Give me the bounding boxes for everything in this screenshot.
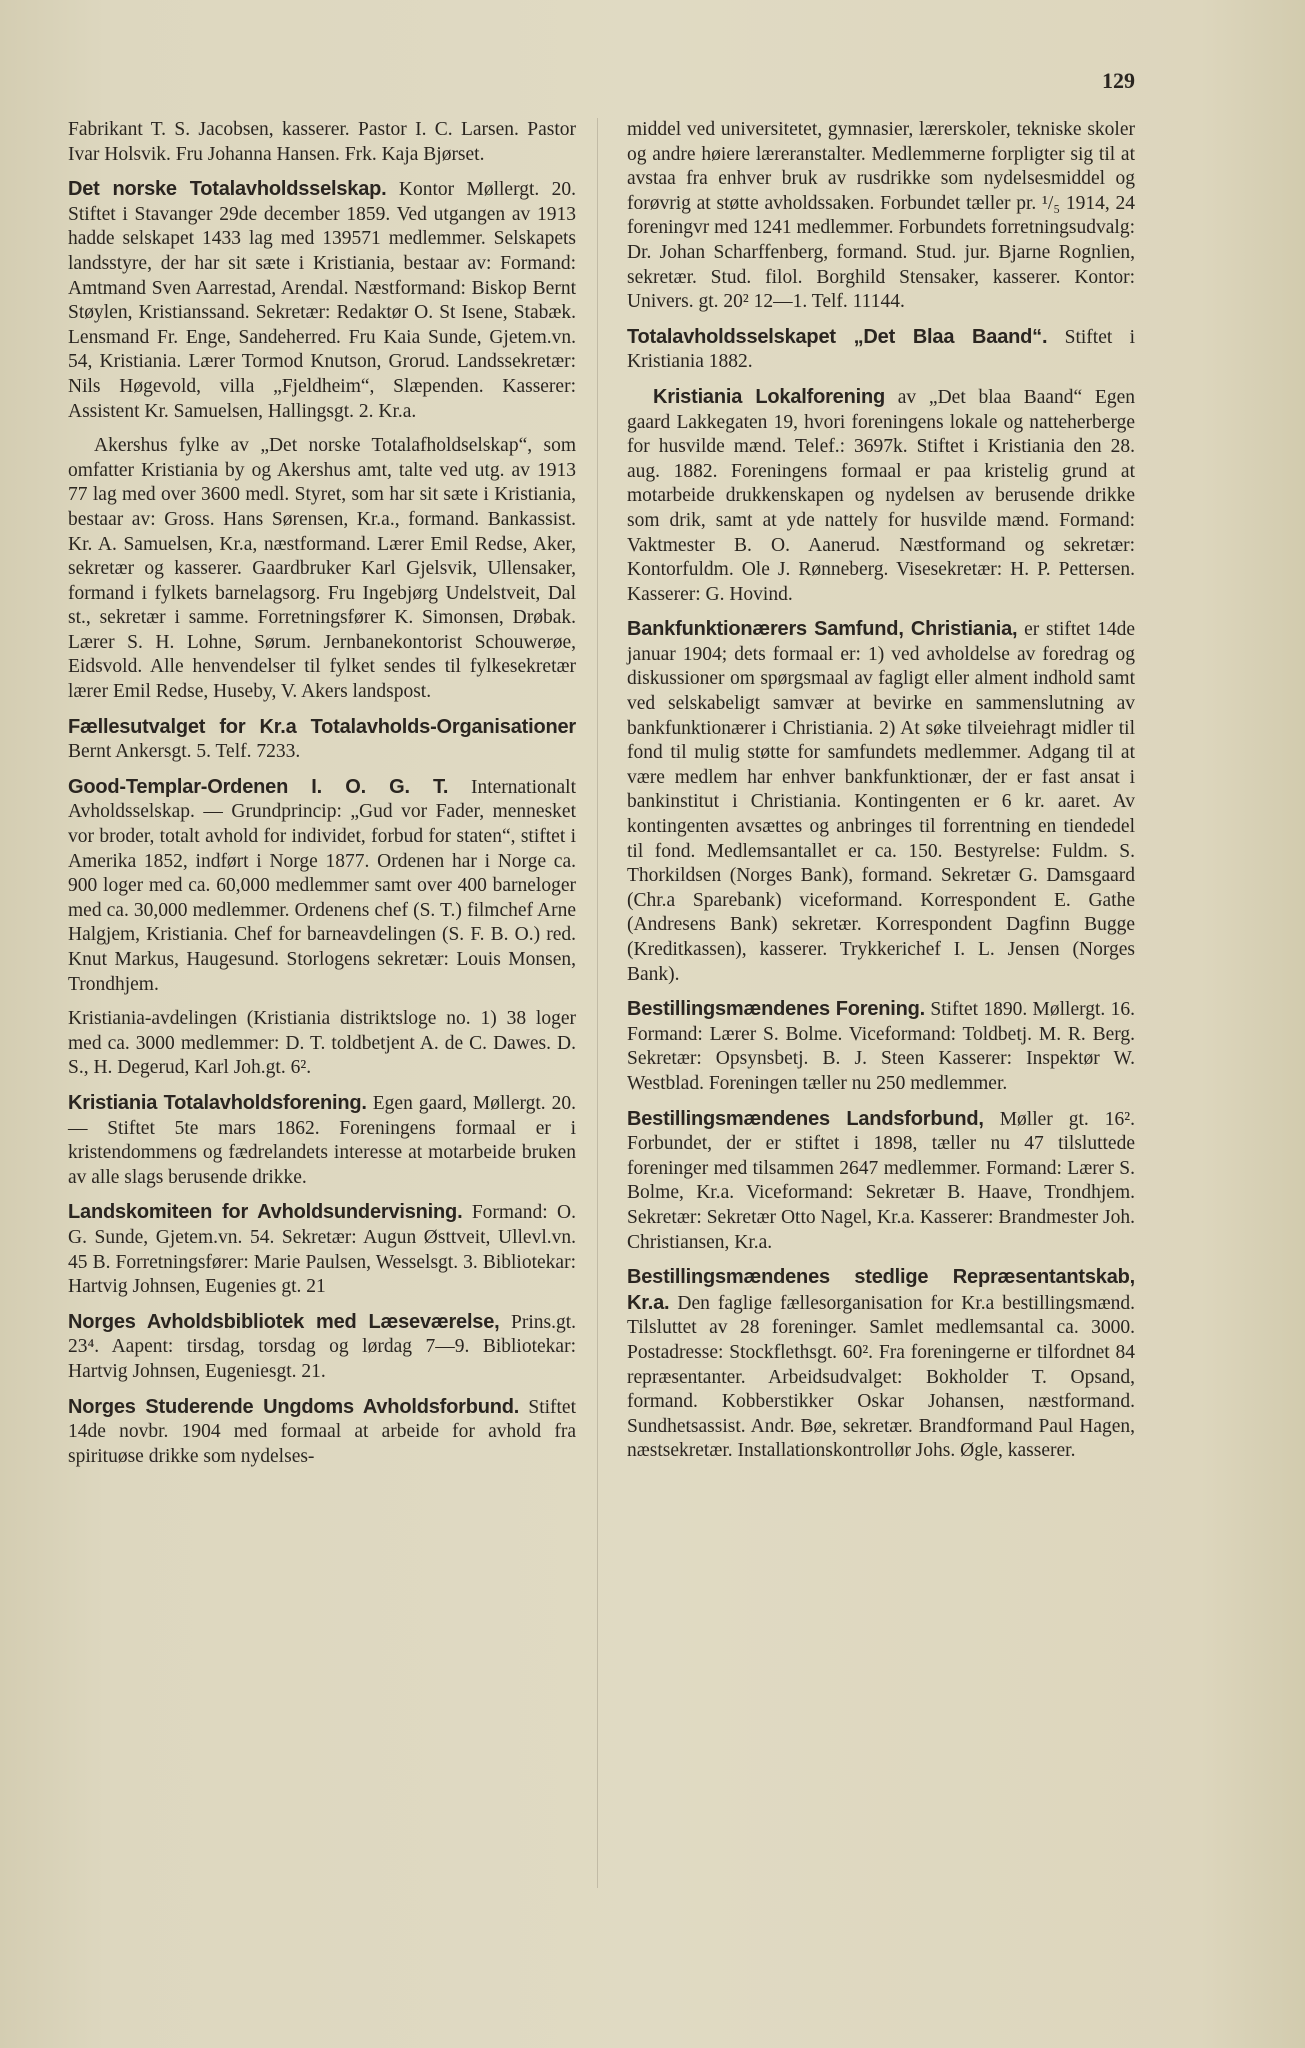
entry-heading: Bankfunktionærers Samfund, Christiania, <box>627 618 1018 641</box>
directory-entry <box>627 325 1135 375</box>
entry-heading: Norges Avholdsbibliotek med Læseværelse, <box>68 1310 500 1333</box>
entry-heading: Bestillingsmændenes Landsforbund, <box>627 1107 984 1130</box>
directory-entry <box>627 1107 1135 1256</box>
directory-entry <box>627 385 1135 607</box>
entry-heading: Good-Templar-Ordenen I. O. G. T. <box>68 775 449 798</box>
entry-heading: Norges Studerende Ungdoms Avholdsforbund. <box>68 1395 520 1418</box>
entry-text: Formand: O. G. Sunde, Gjetem.vn. 54. Sekretær: Augun Østtveit, Ullevl.vn. 45 B. Forretningsfører: Marie Paulsen, Wesselsgt. 3. Bibliotekar: Hartvig Johnsen, Eugenies gt. 21 <box>68 1202 576 1298</box>
entry-text: Egen gaard, Møllergt. 20. — Stiftet 5te mars 1862. Foreningens formaal er i kristendommens og fædrelandets interesse at motarbeide bruken av alle slags berusende drikke. <box>68 1092 576 1188</box>
directory-entry <box>68 1310 576 1385</box>
left-column <box>68 118 576 1479</box>
directory-entry <box>68 177 576 424</box>
entry-heading: Kristiania Totalavholdsforening. <box>68 1091 367 1114</box>
entry-text: Den faglige fællesorganisation for Kr.a bestillingsmænd. Tilsluttet av 28 foreninger. Samlet medlemsantal ca. 3000. Postadresse: Stockflethsgt. 60². Fra foreningerne er tilfordnet 84 repræsentanter. Arbeidsudvalget: Bokholder T. Opsand, formand. Kobberstikker Oskar Johansen, næstformand. Sundhetsassist. Andr. Bøe, sekretær. Brandformand Paul Hagen, næstsekretær. Installationskontrollør Johs. Øgle, kasserer. <box>627 1292 1135 1462</box>
entry-text: Prins.gt. 23⁴. Aapent: tirsdag, torsdag og lørdag 7—9. Bibliotekar: Hartvig Johnsen, Eugeniesgt. 21. <box>68 1311 576 1382</box>
entry-text: Internationalt Avholdsselskap. — Grundprincip: „Gud vor Fader, mennesket vor broder, totalt avhold for individet, forbud for staten“, stiftet i Amerika 1852, indført i Norge 1877. Ordenen har i Norge ca. 900 loger med ca. 60,000 medlemmer samt over 400 barneloger med ca. 30,000 medlemmer. Ordenens chef (S. T.) filmchef Arne Halgjem, Kristiania. Chef for barneavdelingen (S. F. B. O.) red. Knut Markus, Haugesund. Storlogens sekretær: Louis Monsen, Trondhjem. <box>68 776 576 995</box>
entry-text: Stiftet 1890. Møllergt. 16. Formand: Lærer S. Bolme. Viceformand: Toldbetj. M. R. Berg. Sekretær: Opsynsbetj. B. J. Steen Kasserer: Inspektør W. Westblad. Foreningen tæller nu 250 medlemmer. <box>627 999 1135 1094</box>
directory-entry <box>68 1200 576 1299</box>
entry-heading: Bestillingsmændenes stedlige Repræsentantskab, Kr.a. <box>627 1266 1135 1314</box>
directory-entry <box>627 997 1135 1096</box>
entry-text: Stiftet i Kristiania 1882. <box>627 326 1136 373</box>
entry-text: Møller gt. 16². Forbundet, der er stiftet i 1898, tæller nu 47 tilsluttede foreninger med tilsammen 2647 medlemmer. Formand: Lærer S. Bolme, Kr.a. Viceformand: Sekretær B. Haave, Trondhjem. Sekretær: Sekretær Otto Nagel, Kr.a. Kasserer: Brandmester Joh. Christiansen, Kr.a. <box>627 1108 1135 1253</box>
entry-text: er stiftet 14de januar 1904; dets formaal er: 1) ved avholdelse av foredrag og diskussioner om spørgsmaal av fagligt eller alment indhold samt ved selskabeligt samvær at bevirke en sammenslutning av bankfunktionærer i Christiania. 2) At søke tilveiehragt midler til fond til mulig støtte for samfundets medlemmer. Adgang til at være medlem har enhver bankfunktionær, der er fast ansat i bankinstitut i Christiania. Kontingenten er 6 kr. aaret. Av kontingenten avsættes og anbringes til forrentning en tiendedel til fond. Medlemsantallet er ca. 150. Bestyrelse: Fuldm. S. Thorkildsen (Norges Bank), formand. Sekretær G. Damsgaard (Chr.a Sparebank) viceformand. Korrespondent E. Gathe (Andresens Bank) sekretær. Korrespondent Dagfinn Bugge (Kreditkassen), kasserer. Trykkerichef I. L. Jensen (Norges Bank). <box>627 619 1135 985</box>
directory-entry <box>68 434 576 705</box>
directory-entry <box>627 1265 1135 1464</box>
directory-entry <box>68 1395 576 1470</box>
entry-heading: Kristiania Lokalforening <box>653 385 886 408</box>
entry-text: Stiftet 14de novbr. 1904 med formaal at arbeide for avhold fra spirituøse drikke som nydelses- <box>68 1396 577 1467</box>
entry-heading: Bestillingsmændenes Forening. <box>627 998 926 1021</box>
entry-heading: Totalavholdsselskapet „Det Blaa Baand“. <box>627 325 1048 348</box>
entry-text: middel ved universitetet, gymnasier, lærerskoler, tekniske skoler og andre høiere læreranstalter. Medlemmerne forpligter sig til at avstaa fra enhver bruk av rusdrikke som nydelsesmiddel og forøvrig at støtte avholdssaken. Forbundet tæller pr. ¹/₅ 1914, 24 foreningvr med 1241 medlemmer. Forbundets forretningsudvalg: Dr. Johan Scharffenberg, formand. Stud. jur. Bjarne Rognlien, sekretær. Stud. filol. Borghild Stensaker, kasserer. Kontor: Univers. gt. 20² 12—1. Telf. 11144. <box>627 119 1135 313</box>
directory-entry <box>627 118 1135 315</box>
directory-entry <box>68 1007 576 1081</box>
directory-entry <box>68 775 576 997</box>
directory-entry <box>68 1091 576 1190</box>
entry-text: Kristiania-avdelingen (Kristiania distriktsloge no. 1) 38 loger med ca. 3000 medlemmer: D. T. toldbetjent A. de C. Dawes. D. S., H. Degerud, Karl Joh.gt. 6². <box>68 1008 576 1079</box>
entry-heading: Landskomiteen for Avholdsundervisning. <box>68 1201 463 1224</box>
column-divider <box>597 118 598 1888</box>
directory-entry <box>68 118 576 167</box>
entry-text: Bernt Ankersgt. 5. Telf. 7233. <box>68 741 301 763</box>
entry-text: av „Det blaa Baand“ Egen gaard Lakkegaten 19, hvori foreningens lokale og natteherberge for husvilde mænd. Telef.: 3697k. Stiftet i Kristiania den 28. aug. 1882. Foreningens formaal er paa kristelig grund at motarbeide drukkenskapen og nydelsen av berusende drikke som drik, samt at yde nattely for husvilde mænd. Formand: Vaktmester B. O. Aanerud. Næstformand og sekretær: Kontorfuldm. Ole J. Rønneberg. Visesekretær: H. P. Pettersen. Kasserer: G. Hovind. <box>627 386 1135 605</box>
directory-entry <box>68 715 576 765</box>
entry-text: Akershus fylke av „Det norske Totalafholdselskap“, som omfatter Kristiania by og Akershus amt, talte ved utg. av 1913 77 lag med over 3600 medl. Styret, som har sit sæte i Kristiania, bestaar av: Gross. Hans Sørensen, Kr.a., formand. Bankassist. Kr. A. Samuelsen, Kr.a, næstformand. Lærer Emil Redse, Aker, sekretær og kasserer. Gaardbruker Karl Gjelsvik, Ullensaker, formand i fylkets barnelagsorg. Fru Ingebjørg Undelstveit, Dal st., sekretær i samme. Forretningsfører K. Simonsen, Drøbak. Lærer S. H. Lohne, Sørum. Jernbanekontorist Schouwerøe, Eidsvold. Alle henvendelser til fylket sendes til fylkesekretær lærer Emil Redse, Huseby, V. Akers landspost. <box>68 435 576 703</box>
page-number: 129 <box>1102 68 1135 93</box>
entry-heading: Det norske Totalavholdsselskap. <box>68 178 387 201</box>
right-column <box>627 118 1135 1474</box>
entry-text: Kontor Møllergt. 20. Stiftet i Stavanger 29de december 1859. Ved utgangen av 1913 hadde selskapet 1433 lag med 139571 medlemmer. Selskapets landsstyre, der har sit sæte i Kristiania, bestaar av: Formand: Amtmand Sven Aarrestad, Arendal. Næstformand: Biskop Bernt Støylen, Kristianssand. Sekretær: Redaktør O. St Isene, Stabæk. Lensmand Fr. Enge, Sandeherred. Fru Kaia Sunde, Gjetem.vn. 54, Kristiania. Lærer Tormod Knutson, Grorud. Landssekretær: Nils Høgevold, villa „Fjeldheim“, Slæpenden. Kasserer: Assistent Kr. Samuelsen, Hallingsgt. 2. Kr.a. <box>68 179 576 422</box>
directory-entry <box>627 617 1135 987</box>
entry-text: Fabrikant T. S. Jacobsen, kasserer. Pastor I. C. Larsen. Pastor Ivar Holsvik. Fru Johanna Hansen. Frk. Kaja Bjørset. <box>68 119 576 165</box>
entry-heading: Fællesutvalget for Kr.a Totalavholds-Organisationer <box>68 715 576 738</box>
